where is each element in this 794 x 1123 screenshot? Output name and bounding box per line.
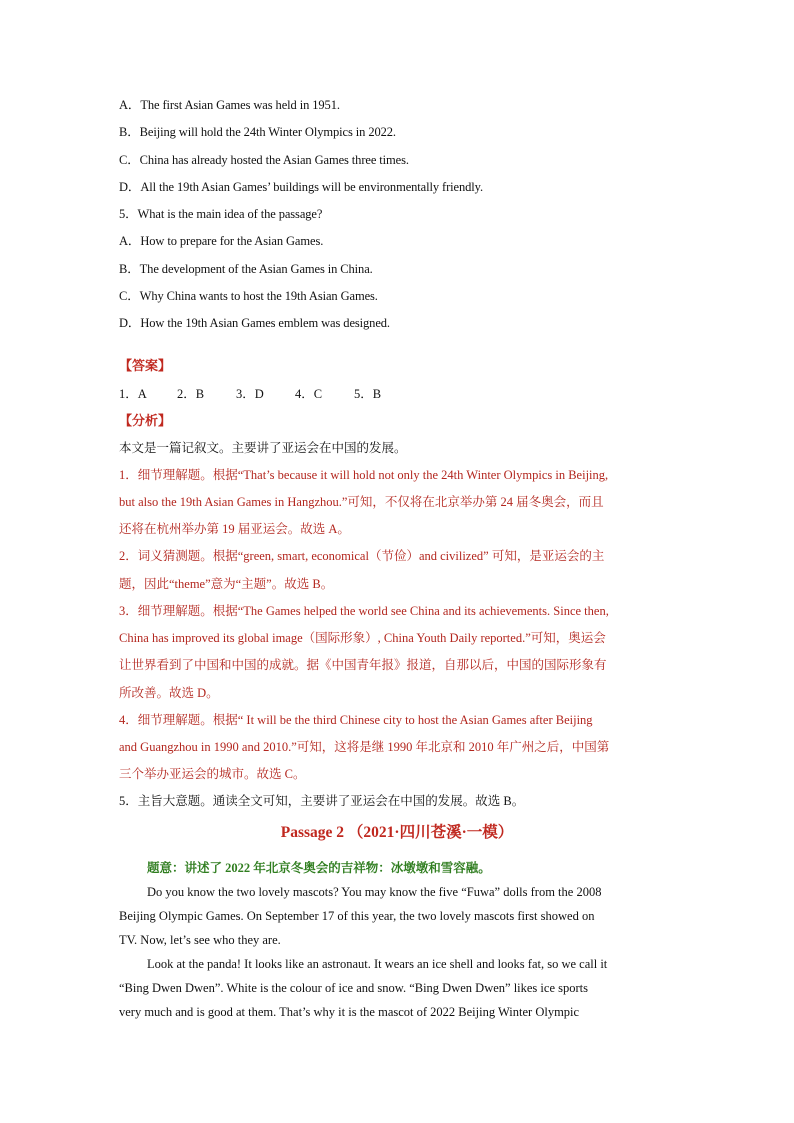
paragraph-line: Look at the panda! It looks like an astronaut. It wears an ice shell and looks fat, so we call it (147, 957, 608, 971)
explanation-5: 5．主旨大意题。通读全文可知，主要讲了亚运会在中国的发展。故选 B。 (119, 794, 525, 808)
explanation-line: 题，因此“theme”意为“主题”。故选 B。 (119, 577, 334, 591)
q4-option-c: C．China has already hosted the Asian Games three times. (119, 153, 409, 167)
explanation-line: 所改善。故选 D。 (119, 686, 219, 700)
q4-option-b: B．Beijing will hold the 24th Winter Olympics in 2022. (119, 125, 396, 139)
passage-intent: 题意：讲述了 2022 年北京冬奥会的吉祥物：冰墩墩和雪容融。 (147, 861, 491, 875)
paragraph-line: “Bing Dwen Dwen”. White is the colour of ice and snow. “Bing Dwen Dwen” likes ice sports (119, 981, 588, 995)
explanation-line: 4．细节理解题。根据“ It will be the third Chinese city to host the Asian Games after Beijing (119, 713, 593, 727)
answer-5: 5．B (354, 387, 382, 401)
explanation-line: China has improved its global image（国际形象）, China Youth Daily reported.”可知，奥运会 (119, 631, 606, 645)
q5-option-c: C．Why China wants to host the 19th Asian Games. (119, 289, 378, 303)
explanation-line: 2．词义猜测题。根据“green, smart, economical（节俭）and civilized” 可知，是亚运会的主 (119, 549, 605, 563)
explanation-line: 让世界看到了中国和中国的成就。据《中国青年报》报道，自那以后，中国的国际形象有 (119, 658, 607, 672)
paragraph-line: Do you know the two lovely mascots? You may know the five “Fuwa” dolls from the 2008 (147, 885, 602, 899)
explanation-line: but also the 19th Asian Games in Hangzhou.”可知，不仅将在北京举办第 24 届冬奥会，而且 (119, 495, 604, 509)
explanation-line: 三个举办亚运会的城市。故选 C。 (119, 767, 306, 781)
passage-title: Passage 2 （2021·四川苍溪·一模） (280, 824, 514, 841)
paragraph-line: TV. Now, let’s see who they are. (119, 933, 281, 947)
analysis-header: 【分析】 (119, 413, 172, 428)
q4-option-d: D．All the 19th Asian Games’ buildings will be environmentally friendly. (119, 180, 484, 194)
answer-2: 2．B (177, 387, 205, 401)
answer-3: 3．D (236, 387, 264, 401)
paragraph-1 (119, 880, 669, 952)
q5-option-a: A．How to prepare for the Asian Games. (119, 234, 324, 248)
answer-header: 【答案】 (119, 358, 172, 373)
answer-4: 4．C (295, 387, 323, 401)
paragraph-line: Beijing Olympic Games. On September 17 of this year, the two lovely mascots first showed on (119, 909, 595, 923)
explanation-line: 还将在杭州举办第 19 届亚运会。故选 A。 (119, 522, 350, 536)
answer-key (119, 386, 381, 402)
q4-option-a: A．The first Asian Games was held in 1951. (119, 98, 340, 112)
explanation-line: 3．细节理解题。根据“The Games helped the world see China and its achievements. Since then, (119, 604, 609, 618)
explanation-line: 1．细节理解题。根据“That’s because it will hold not only the 24th Winter Olympics in Beijing, (119, 468, 609, 482)
q5-option-b: B．The development of the Asian Games in China. (119, 262, 373, 276)
explanation-line: and Guangzhou in 1990 and 2010.”可知，这将是继 1990 年北京和 2010 年广州之后，中国第 (119, 740, 610, 754)
answer-1: 1．A (119, 387, 147, 401)
analysis-summary: 本文是一篇记叙文。主要讲了亚运会在中国的发展。 (119, 441, 407, 455)
paragraph-2 (119, 952, 669, 1024)
paragraph-line: very much and is good at them. That’s why it is the mascot of 2022 Beijing Winter Olympic (119, 1005, 580, 1019)
q5-option-d: D．How the 19th Asian Games emblem was designed. (119, 316, 390, 330)
q5-question: 5．What is the main idea of the passage? (119, 207, 323, 221)
